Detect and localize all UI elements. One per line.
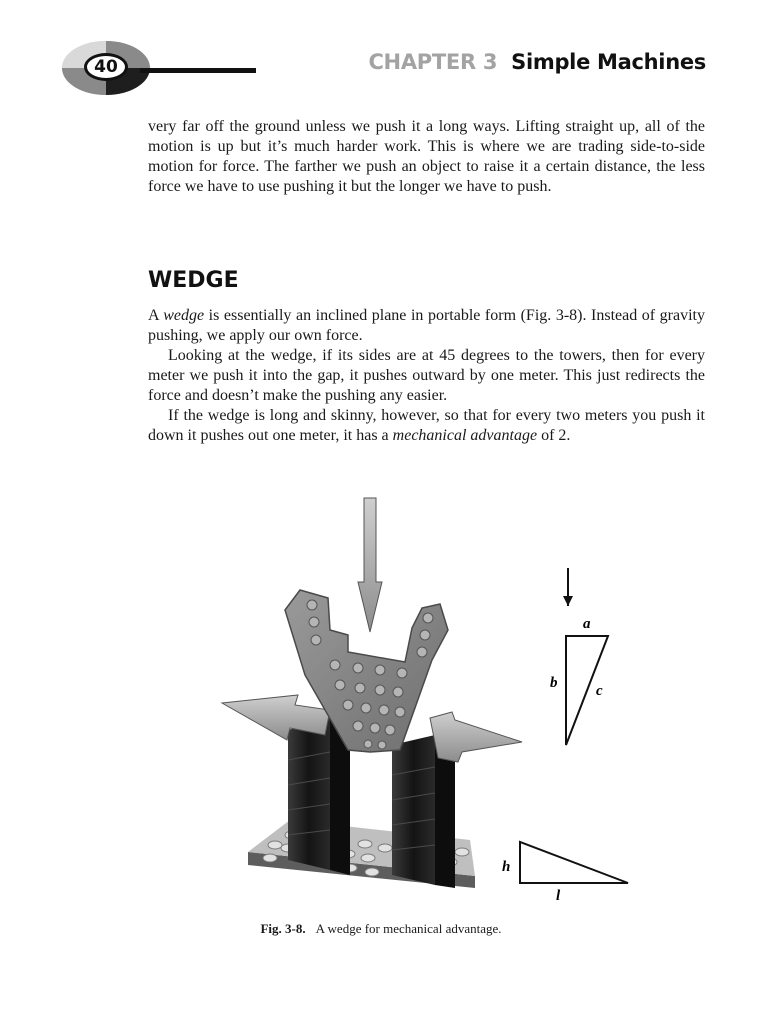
term-mechanical-advantage: mechanical advantage: [392, 427, 538, 444]
header-rule: [140, 68, 256, 73]
caption-text: A wedge for mechanical advantage.: [315, 921, 502, 936]
force-triangle-diagram: [563, 568, 608, 745]
term-wedge: wedge: [163, 307, 205, 324]
label-b: b: [550, 675, 558, 691]
right-outward-arrow: [430, 712, 522, 762]
label-c: c: [596, 683, 603, 699]
label-l: l: [556, 888, 561, 900]
wedge-paragraph-3: If the wedge is long and skinny, however, so that for every two meters you push it down it pushes out one meter, it has a mechanical advantage of 2.: [148, 407, 705, 444]
label-h: h: [502, 859, 511, 875]
figure-number: Fig. 3-8.: [260, 921, 306, 936]
wedge-figure: [200, 490, 660, 900]
running-head: [368, 50, 706, 74]
label-a: a: [583, 616, 591, 632]
wedge-paragraph-1: A wedge is essentially an inclined plane in portable form (Fig. 3-8). Instead of gravity pushing, we apply our own force.: [148, 307, 705, 344]
left-tower: [288, 718, 350, 875]
chapter-label: CHAPTER 3: [368, 50, 498, 74]
incline-diagram: [520, 842, 628, 883]
push-down-arrow: [358, 498, 382, 632]
wedge-paragraph-2: Looking at the wedge, if its sides are at 45 degrees to the towers, then for every meter we push it into the gap, it pushes outward by one meter. This just redirects the force and doesn’t make the pushing any easier.: [148, 347, 705, 404]
page-number: 40: [84, 53, 128, 81]
left-outward-arrow: [222, 695, 330, 740]
chapter-title: Simple Machines: [511, 50, 706, 74]
intro-paragraph: very far off the ground unless we push it a long ways. Lifting straight up, all of the motion is up but it’s much harder work. This is where we are trading side-to-side motion for force. The farther we push an object to raise it a certain distance, the less force we have to use pushing it but the longer we have to push.: [148, 118, 705, 195]
figure-caption: [0, 921, 762, 937]
section-heading: WEDGE: [148, 268, 239, 293]
